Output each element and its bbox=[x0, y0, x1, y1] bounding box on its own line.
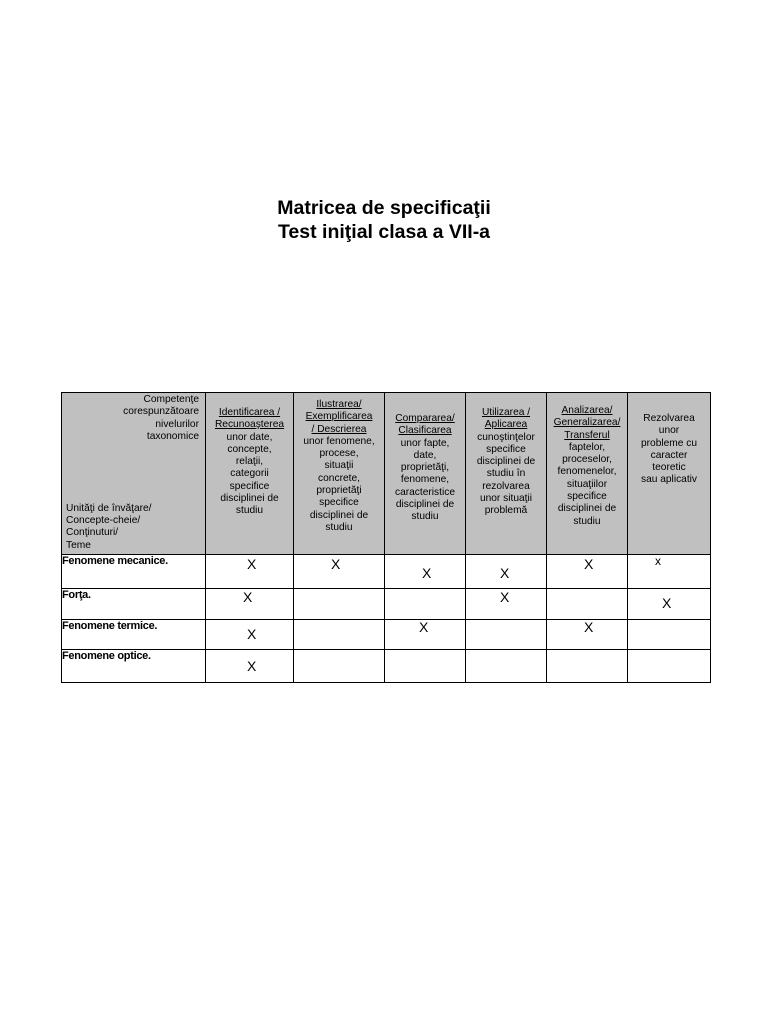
header-description-line: studiu în bbox=[486, 468, 526, 480]
header-description-line: disciplinei de bbox=[395, 499, 455, 511]
header-description-line: specifice bbox=[567, 491, 607, 503]
matrix-cell bbox=[294, 620, 385, 650]
corner-top-line: taxonomice bbox=[146, 430, 199, 442]
header-description-line: fenomenelor, bbox=[557, 466, 617, 478]
document-subtitle: Test iniţial clasa a VII-a bbox=[277, 221, 491, 243]
header-description-line: proprietăţi, bbox=[400, 462, 450, 474]
column-header-application bbox=[466, 393, 547, 555]
corner-bottom-line: Unităţi de învăţare/ bbox=[66, 502, 152, 514]
matrix-cell bbox=[294, 555, 385, 589]
check-mark: X bbox=[331, 556, 341, 572]
header-title-line: Compararea/ bbox=[395, 413, 455, 424]
header-description-line: teoretic bbox=[652, 462, 686, 474]
header-description-line: unor fapte, bbox=[400, 437, 450, 449]
learning-units-label bbox=[66, 503, 152, 552]
header-row bbox=[62, 393, 711, 555]
check-mark: X bbox=[584, 556, 594, 572]
corner-bottom-line: Teme bbox=[66, 539, 91, 551]
check-mark: X bbox=[500, 565, 510, 581]
header-description-line: fenomene, bbox=[400, 474, 450, 486]
matrix-cell bbox=[294, 650, 385, 683]
header-text bbox=[385, 393, 465, 524]
header-description-line: unor date, bbox=[226, 431, 273, 443]
header-title-line: Recunoaşterea bbox=[214, 419, 285, 431]
matrix-cell bbox=[294, 589, 385, 620]
header-description-line: studiu bbox=[411, 511, 439, 523]
document-title: Matricea de specificaţii bbox=[277, 197, 491, 219]
matrix-cell bbox=[206, 650, 294, 683]
header-description-line: specifice bbox=[486, 443, 526, 455]
header-description-line: relaţii, bbox=[235, 456, 264, 468]
matrix-cell bbox=[385, 650, 466, 683]
header-description-line: date, bbox=[413, 449, 437, 461]
matrix-cell bbox=[466, 650, 547, 683]
row-label: Fenomene termice. bbox=[62, 620, 206, 650]
check-mark: X bbox=[419, 619, 429, 635]
competences-label bbox=[123, 394, 199, 443]
header-description-line: concepte, bbox=[227, 443, 272, 455]
header-description-line: cunoştinţelor bbox=[477, 431, 535, 443]
header-description-line: caracter bbox=[650, 449, 688, 461]
check-mark: X bbox=[662, 595, 672, 611]
header-description-line: disciplinei de bbox=[220, 493, 279, 505]
header-title-line: Exemplificarea bbox=[305, 411, 373, 423]
matrix-cell bbox=[466, 620, 547, 650]
header-description-line: studiu bbox=[573, 515, 601, 527]
corner-top-line: Competenţe bbox=[143, 394, 199, 405]
header-description-line: disciplinei de bbox=[309, 509, 369, 521]
header-text bbox=[466, 393, 546, 518]
check-mark: X bbox=[247, 626, 257, 642]
matrix-cell bbox=[547, 620, 628, 650]
matrix-cell bbox=[628, 650, 711, 683]
header-description-line: rezolvarea bbox=[482, 480, 530, 492]
matrix-cell bbox=[206, 620, 294, 650]
matrix-cell bbox=[628, 555, 711, 589]
header-title-line: Aplicarea bbox=[484, 419, 528, 431]
header-description-line: disciplinei de bbox=[476, 456, 536, 468]
matrix-cell bbox=[628, 620, 711, 650]
header-description-line: faptelor, bbox=[568, 441, 606, 453]
header-title-line: Utilizarea / bbox=[481, 407, 531, 418]
header-title-line: / Descrierea bbox=[311, 423, 367, 435]
check-mark: X bbox=[584, 619, 594, 635]
row-label: Fenomene mecanice. bbox=[62, 555, 206, 589]
check-mark: X bbox=[243, 589, 253, 605]
header-description-line: unor fenomene, bbox=[303, 435, 375, 447]
corner-top-line: nivelurilor bbox=[155, 418, 199, 430]
matrix-cell bbox=[206, 555, 294, 589]
header-description-line: unor situaţii bbox=[479, 493, 533, 505]
header-description-line: proceselor, bbox=[562, 454, 612, 466]
header-title-line: Transferul bbox=[564, 429, 610, 441]
check-mark: X bbox=[500, 589, 510, 605]
header-description-line: situaţiilor bbox=[566, 478, 608, 490]
column-header-problem-solving bbox=[628, 393, 711, 555]
header-description-line: caracteristice bbox=[394, 486, 455, 498]
check-mark: X bbox=[247, 556, 257, 572]
column-header-comparison bbox=[385, 393, 466, 555]
header-description-line: concrete, bbox=[318, 472, 360, 484]
header-title-line: Ilustrarea/ bbox=[316, 399, 362, 410]
matrix-cell bbox=[385, 589, 466, 620]
header-description-line: Rezolvarea bbox=[643, 413, 695, 424]
header-description-line: sau aplicativ bbox=[640, 474, 698, 486]
header-description-line: situaţii bbox=[324, 460, 354, 472]
corner-header bbox=[62, 393, 206, 555]
corner-bottom-line: Conţinuturi/ bbox=[66, 527, 119, 539]
header-title-line: Generalizarea/ bbox=[553, 417, 621, 429]
specification-matrix bbox=[61, 392, 711, 683]
matrix-cell bbox=[385, 555, 466, 589]
matrix-cell bbox=[206, 589, 294, 620]
header-description-line: categorii bbox=[230, 468, 269, 480]
corner-bottom-line: Concepte-cheie/ bbox=[66, 515, 141, 527]
check-mark: X bbox=[247, 658, 257, 674]
header-description-line: studiu bbox=[235, 505, 264, 517]
column-header-analysis bbox=[547, 393, 628, 555]
header-description-line: studiu bbox=[325, 521, 353, 533]
table-row bbox=[62, 555, 711, 589]
column-header-illustration bbox=[294, 393, 385, 555]
table-row bbox=[62, 650, 711, 683]
matrix-cell bbox=[547, 589, 628, 620]
row-label: Forţa. bbox=[62, 589, 206, 620]
header-description-line: disciplinei de bbox=[557, 503, 617, 515]
matrix-cell bbox=[547, 650, 628, 683]
table-row bbox=[62, 620, 711, 650]
header-title-line: Identificarea / bbox=[218, 407, 281, 418]
check-mark: X bbox=[422, 565, 432, 581]
header-text bbox=[547, 393, 627, 528]
table-row bbox=[62, 589, 711, 620]
header-description-line: probleme cu bbox=[640, 437, 698, 449]
header-description-line: problemă bbox=[484, 505, 528, 517]
header-description-line: unor bbox=[658, 425, 680, 437]
header-text bbox=[206, 393, 293, 518]
header-description-line: specifice bbox=[229, 480, 270, 492]
matrix-cell bbox=[547, 555, 628, 589]
column-header-identification bbox=[206, 393, 294, 555]
header-description-line: procese, bbox=[319, 448, 359, 460]
corner-top-line: corespunzătoare bbox=[123, 406, 199, 418]
header-description-line: specifice bbox=[319, 497, 359, 509]
matrix-cell bbox=[385, 620, 466, 650]
check-mark: x bbox=[655, 554, 661, 568]
matrix-cell bbox=[466, 589, 547, 620]
matrix-cell bbox=[628, 589, 711, 620]
matrix-cell bbox=[466, 555, 547, 589]
header-text bbox=[628, 393, 710, 487]
header-title-line: Analizarea/ bbox=[561, 405, 613, 416]
header-title-line: Clasificarea bbox=[398, 425, 452, 437]
header-text bbox=[294, 393, 384, 534]
row-label: Fenomene optice. bbox=[62, 650, 206, 683]
header-description-line: proprietăţi bbox=[316, 485, 362, 497]
